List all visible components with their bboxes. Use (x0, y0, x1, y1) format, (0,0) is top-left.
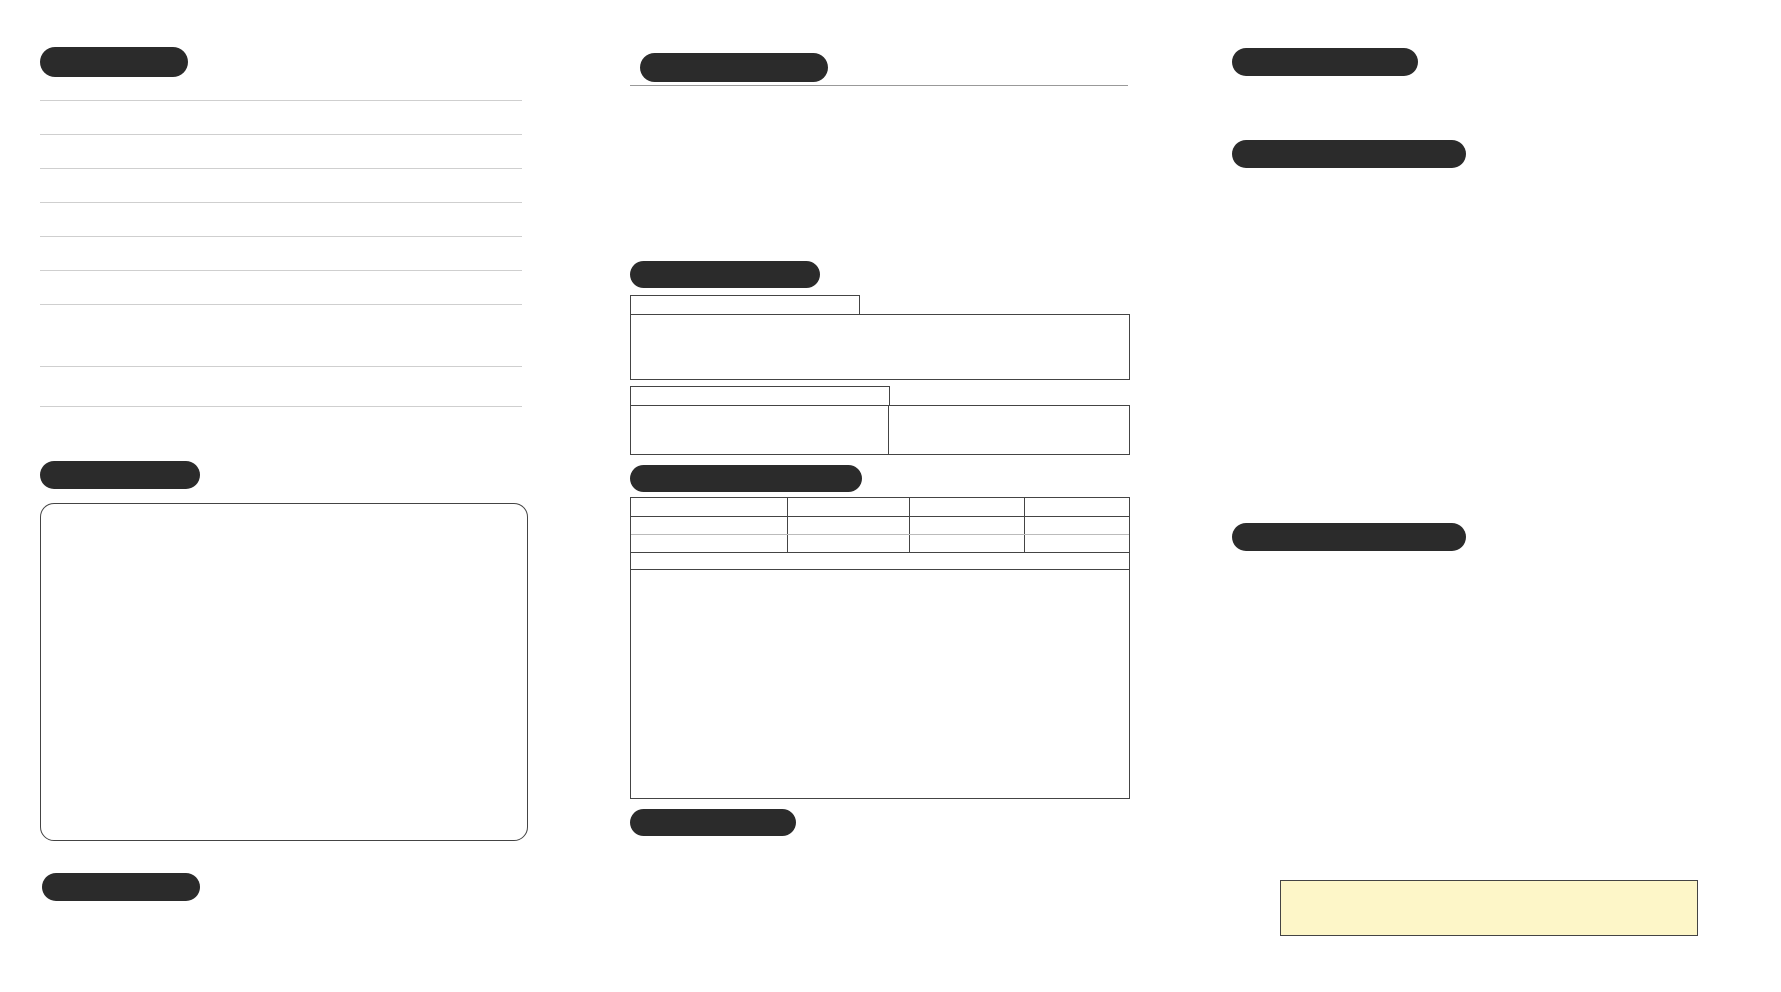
verses-box (40, 503, 528, 841)
pray-box2 (630, 405, 1130, 455)
pray-box2-right (889, 406, 1129, 454)
mission-news-title (630, 809, 796, 836)
cell (910, 535, 1025, 552)
order-row (40, 407, 522, 441)
cell (631, 535, 788, 552)
support-row (631, 517, 1129, 535)
col-header (910, 498, 1025, 516)
cell (788, 535, 910, 552)
pray-title (630, 261, 820, 288)
col-header (631, 498, 788, 516)
support-title (630, 465, 862, 492)
pray-box2-header (630, 386, 890, 406)
support-grid (630, 497, 1130, 799)
cell (910, 517, 1025, 534)
cell (631, 517, 788, 534)
online-offering-box (1280, 880, 1698, 936)
sunday3-top-rule (630, 85, 1128, 86)
support-row (631, 535, 1129, 553)
order-row (40, 169, 522, 203)
sermon-title (200, 315, 400, 319)
sunday3-title (640, 53, 828, 82)
cell (1025, 517, 1129, 534)
order-row (40, 237, 522, 271)
today-word-title (40, 461, 200, 489)
order-row (40, 203, 522, 237)
wednesday-title (42, 873, 200, 901)
sub-header (631, 553, 1129, 570)
col-header (1025, 498, 1129, 516)
col-header (788, 498, 910, 516)
order-row (40, 305, 522, 367)
bible-tables (1234, 174, 1734, 518)
cell (1025, 535, 1129, 552)
scent-title (1232, 523, 1466, 551)
row-mid (282, 143, 288, 161)
order-row (40, 101, 522, 135)
bible-title (1232, 140, 1466, 168)
order-row (40, 135, 522, 169)
leader-line (380, 70, 384, 88)
offering-note (40, 271, 522, 305)
cell (788, 517, 910, 534)
pray-box1-header (630, 295, 860, 315)
pray-box2-left (631, 406, 889, 454)
support-header-row (631, 498, 1129, 517)
pray-box1 (630, 314, 1130, 380)
sunday12-title (40, 47, 188, 77)
family-title (1232, 48, 1418, 76)
order-row (40, 367, 522, 407)
